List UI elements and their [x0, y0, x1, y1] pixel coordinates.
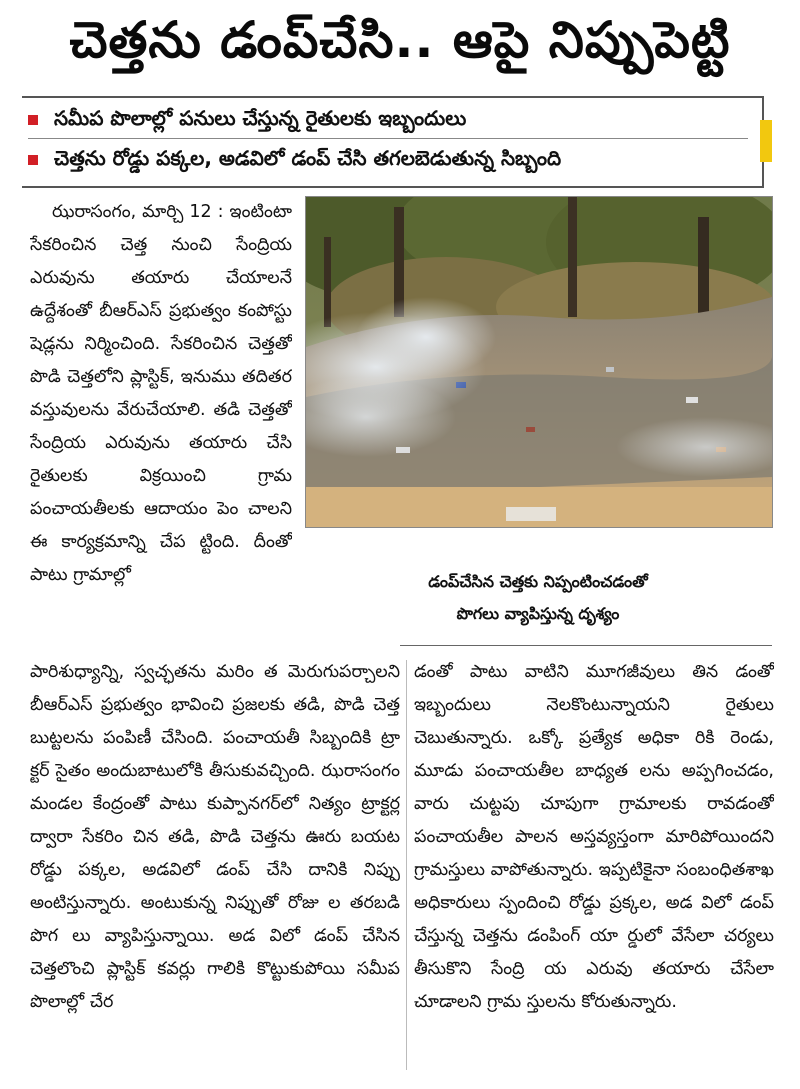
bullet-square-icon	[28, 155, 38, 165]
smoke-dump-photo-illustration	[306, 197, 772, 527]
subhead-1-text: సమీప పొలాల్లో పనులు చేస్తున్న రైతులకు ఇబ్బందులు	[54, 105, 467, 130]
article-photo	[305, 196, 773, 528]
column-divider	[406, 660, 407, 1070]
subhead-2-text: చెత్తను రోడ్డు పక్కల, అడవిలో డంప్ చేసి తగలబెడుతున్న సిబ్బంది	[54, 145, 562, 170]
caption-divider	[400, 645, 772, 646]
yellow-accent-bar	[760, 120, 772, 162]
subheads-box	[22, 96, 764, 188]
caption-line-2: పొగలు వ్యాపిస్తున్న దృశ్యం	[456, 604, 620, 623]
photo-caption	[305, 566, 771, 636]
dateline: ఝరాసంగం, మార్చి 12 :	[52, 202, 224, 222]
article-text-col1-top: ఇంటింటా సేకరించిన చెత్త నుంచి సేంద్రియ ఎరువును తయారు చేయాలనే ఉద్దేశంతో బీఆర్ఎస్ ప్రభుత్వం కంపోస్టు షెడ్లను నిర్మించింది. సేకరించిన చెత్తతో పొడి చెత్తలోని ప్లాస్టిక్, ఇనుము తదితర వస్తువులను వేరుచేయాలి. తడి చెత్తతో సేంద్రియ ఎరువును తయారు చేసి రైతులకు విక్రయించి గ్రామ పంచాయతీలకు ఆదాయం పెం చాలని ఈ కార్యక్రమాన్ని చేప ట్టింది. దీంతో పాటు గ్రామాల్లో	[30, 202, 292, 585]
bullet-square-icon	[28, 115, 38, 125]
article-column-2	[414, 656, 774, 1076]
article-text-col2: డంతో పాటు వాటిని మూగజీవులు తిన డంతో ఇబ్బందులు నెలకొంటున్నాయని రైతులు చెబుతున్నారు. ఒక్కో ప్రత్యేక అధికా రికి రెండు, మూడు పంచాయతీల బాధ్యత లను అప్పగించడం, వారు చుట్టపు చూపుగా గ్రామాలకు రావడంతో పంచాయతీల పాలన అస్తవ్యస్తంగా మారిపోయిందని గ్రామస్తులు వాపోతున్నారు. ఇప్పటికైనా సంబంధితశాఖ అధికారులు స్పందించి రోడ్డు ప్రక్కల, అడ విలో డంప్ చేస్తున్న చెత్తను డంపింగ్ యా ర్డులో వేసేలా చర్యలు తీసుకొని సేంద్రి య ఎరువు తయారు చేసేలా చూడాలని గ్రామ స్తులను కోరుతున్నారు.	[414, 662, 774, 1012]
article-column-1-bottom	[30, 656, 400, 1076]
caption-line-1: డంప్‌చేసిన చెత్తకు నిప్పంటించడంతో	[428, 572, 648, 591]
subhead-1	[28, 102, 748, 139]
article-text-col1-bottom: పారిశుధ్యాన్ని, స్వచ్ఛతను మరిం త మెరుగుపర్చాలని బీఆర్ఎస్ ప్రభుత్వం భావించి ప్రజలకు తడి, పొడి చెత్త బుట్టలను పంపిణీ చేసింది. పంచాయతీ సిబ్బందికి ట్రా క్టర్ సైతం అందుబాటులోకి తీసుకువచ్చింది. ఝరాసంగం మండల కేంద్రంతో పాటు కుప్పానగర్‌లో నిత్యం ట్రాక్టర్ల ద్వారా సేకరిం చిన తడి, పొడి చెత్తను ఊరు బయట రోడ్డు పక్కల, అడవిలో డంప్ చేసి దానికి నిప్పు అంటిస్తున్నారు. అంటుకున్న నిప్పుతో రోజు ల తరబడి పొగ లు వ్యాపిస్తున్నాయి. అడ విలో డంప్ చేసిన చెత్తలొంచి ప్లాస్టిక్ కవర్లు గాలికి కొట్టుకుపోయి సమీప పొలాల్లో చేర	[30, 662, 400, 1012]
subhead-2	[28, 142, 748, 178]
article-column-1-top	[30, 196, 292, 656]
headline: చెత్తను డంప్‌చేసి.. ఆపై నిప్పుపెట్టి	[69, 10, 731, 69]
